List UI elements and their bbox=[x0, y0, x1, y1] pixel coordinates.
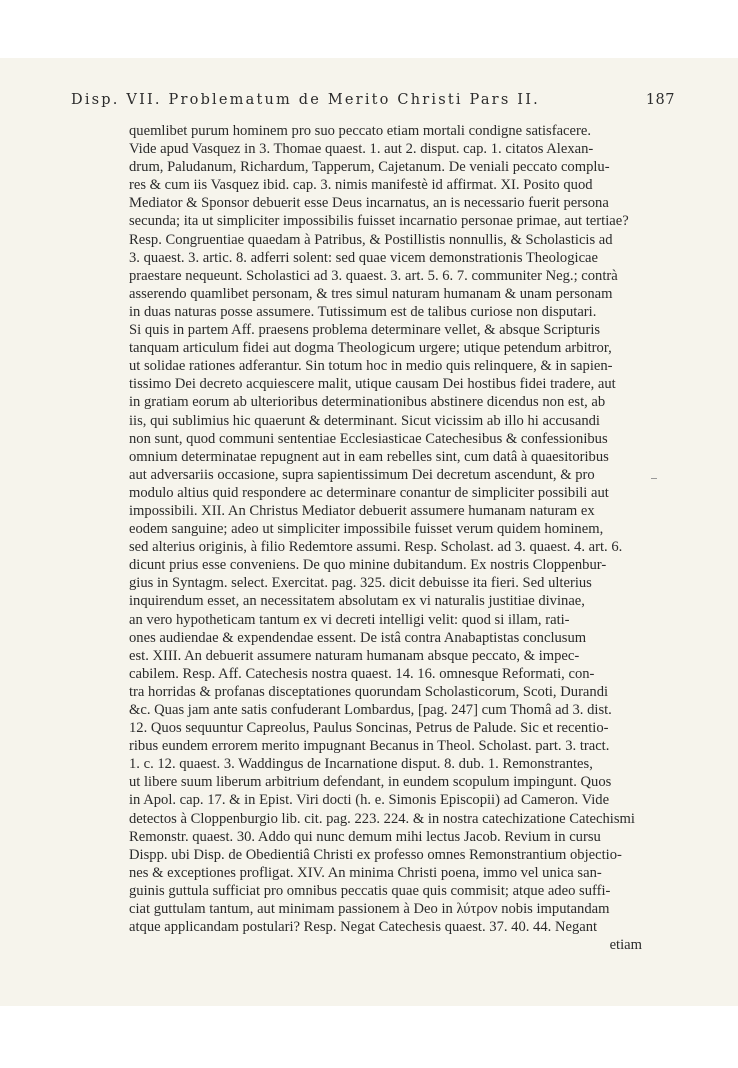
text-line: est. XIII. An debuerit assumere naturam humanam absque peccato, & impec- bbox=[129, 647, 580, 664]
text-line: in duas naturas posse assumere. Tutissimum est de talibus curiose non disputari. bbox=[129, 303, 597, 320]
text-line: modulo altius quid respondere ac determinare conantur de simpliciter possibili aut bbox=[129, 484, 609, 501]
text-line: impossibili. XII. An Christus Mediator debuerit assumere humanam naturam ex bbox=[129, 502, 595, 519]
text-line: sed alterius originis, à filio Redemtore assumi. Resp. Scholast. ad 3. quaest. 4. art. 6. bbox=[129, 539, 623, 556]
running-head bbox=[71, 92, 675, 108]
book-page bbox=[0, 58, 738, 1006]
text-line: detectos à Cloppenburgio lib. cit. pag. 223. 224. & in nostra catechizatione Catechismi bbox=[129, 810, 635, 827]
text-line: in Apol. cap. 17. & in Epist. Viri docti (h. e. Simonis Episcopii) ad Cameron. Vide bbox=[129, 792, 610, 809]
text-line: ribus eundem errorem merito impugnant Becanus in Theol. Scholast. part. 3. tract. bbox=[129, 738, 610, 755]
text-line: Vide apud Vasquez in 3. Thomae quaest. 1. aut 2. disput. cap. 1. citatos Alexan- bbox=[129, 141, 594, 158]
margin-mark bbox=[651, 478, 657, 479]
page-number: 187 bbox=[645, 92, 675, 108]
text-line: Dispp. ubi Disp. de Obedientiâ Christi ex professo omnes Remonstrantium objectio- bbox=[129, 846, 622, 863]
text-line: atque applicandam postulari? Resp. Negat Catechesis quaest. 37. 40. 44. Negant bbox=[129, 919, 598, 936]
text-line: ones audiendae & expendendae essent. De istâ contra Anabaptistas conclusum bbox=[129, 629, 587, 646]
text-line: tra horridas & profanas disceptationes quorundam Scholasticorum, Scoti, Durandi bbox=[129, 683, 609, 700]
text-line: tissimo Dei decreto acquiescere malit, utique causam Dei hostibus fidei tradere, aut bbox=[129, 376, 616, 393]
text-line: Mediator & Sponsor debuerit esse Deus incarnatus, an is necessario fuerit persona bbox=[129, 195, 609, 212]
text-line: &c. Quas jam ante satis confuderant Lombardus, [pag. 247] cum Thomâ ad 3. dist. bbox=[129, 702, 612, 718]
text-line: eodem sanguine; adeo ut simpliciter impossibile fuisset verum quidem hominem, bbox=[129, 521, 604, 538]
text-line: Remonstr. quaest. 30. Addo qui nunc demum mihi lectus Jacob. Revium in cursu bbox=[129, 828, 601, 845]
text-line: Resp. Congruentiae quaedam à Patribus, & Postillistis nonnullis, & Scholasticis ad bbox=[129, 231, 613, 248]
text-line: iis, qui sublimius hic quaerunt & determinant. Sicut vicissim ab illo hi accusandi bbox=[129, 412, 600, 429]
text-line: dicunt prius esse conveniens. De quo minine dubitandum. Ex nostris Cloppenbur- bbox=[129, 557, 607, 574]
text-line: non sunt, quod communi sententiae Ecclesiasticae Catechesibus & confessionibus bbox=[129, 430, 608, 447]
text-line: omnium determinatae repugnent aut in eam rebelles sint, cum datâ à quaesitoribus bbox=[129, 448, 609, 465]
text-line: 3. quaest. 3. artic. 8. adferri solent: sed quae vicem demonstrationis Theologicae bbox=[129, 249, 599, 266]
text-line: quemlibet purum hominem pro suo peccato etiam mortali condigne satisfacere. bbox=[129, 123, 591, 139]
text-line: ut solidae rationes adferantur. Sin totum hoc in medio quis relinquere, & in sapien- bbox=[129, 358, 613, 375]
text-line: guinis guttula sufficiat pro omnibus peccatis quae quis commisit; atque adeo suffi- bbox=[129, 882, 611, 899]
running-head-title: Disp. VII. Problematum de Merito Christi Pars II. bbox=[71, 92, 540, 108]
text-line: an vero hypotheticam tantum ex vi decreti intelligi velit: quod si illam, rati- bbox=[129, 611, 570, 628]
text-line: 12. Quos sequuntur Capreolus, Paulus Soncinas, Petrus de Palude. Sic et recentio- bbox=[129, 720, 609, 737]
text-line: aut adversariis occasione, supra sapientissimum Dei decretum ascendunt, & pro bbox=[129, 466, 595, 483]
text-line: inquirendum esset, an necessitatem absolutam ex vi naturalis justitiae divinae, bbox=[129, 593, 585, 610]
text-line: in gratiam eorum ab ulterioribus determinationibus abstinere dicendus non est, ab bbox=[129, 394, 606, 411]
text-line: drum, Paludanum, Richardum, Tapperum, Cajetanum. De veniali peccato complu- bbox=[129, 159, 610, 176]
text-line: etiam bbox=[609, 937, 642, 954]
body-text bbox=[129, 122, 642, 954]
text-line: tanquam articulum fidei aut dogma Theologicum urgere; utique petendum arbitror, bbox=[129, 340, 612, 357]
text-line: Si quis in partem Aff. praesens problema determinare vellet, & absque Scripturis bbox=[129, 322, 601, 339]
text-line: res & cum iis Vasquez ibid. cap. 3. nimis manifestè id affirmat. XI. Posito quod bbox=[129, 177, 593, 194]
text-line: praestare nequeunt. Scholastici ad 3. quaest. 3. art. 5. 6. 7. communiter Neg.; contrà bbox=[129, 267, 618, 284]
text-line: nes & exceptiones profligat. XIV. An minima Christi poena, immo vel unica san- bbox=[129, 864, 602, 881]
text-line: 1. c. 12. quaest. 3. Waddingus de Incarnatione disput. 8. dub. 1. Remonstrantes, bbox=[129, 756, 593, 773]
text-line: asserendo quamlibet personam, & tres simul naturam humanam & unam personam bbox=[129, 285, 613, 302]
text-line: ciat guttulam tantum, aut minimam passionem à Deo in λύτρον nobis imputandam bbox=[129, 901, 610, 918]
text-line: ut libere suum liberum arbitrium defendant, in eundem scopulum impingunt. Quos bbox=[129, 774, 612, 791]
text-line: gius in Syntagm. select. Exercitat. pag. 325. dicit debuisse ita fieri. Sed ulterius bbox=[129, 575, 592, 592]
text-line: secunda; ita ut simpliciter impossibilis fuisset incarnatio personae primae, aut tertiae? bbox=[129, 213, 629, 230]
text-line: cabilem. Resp. Aff. Catechesis nostra quaest. 14. 16. omnesque Reformati, con- bbox=[129, 665, 595, 682]
